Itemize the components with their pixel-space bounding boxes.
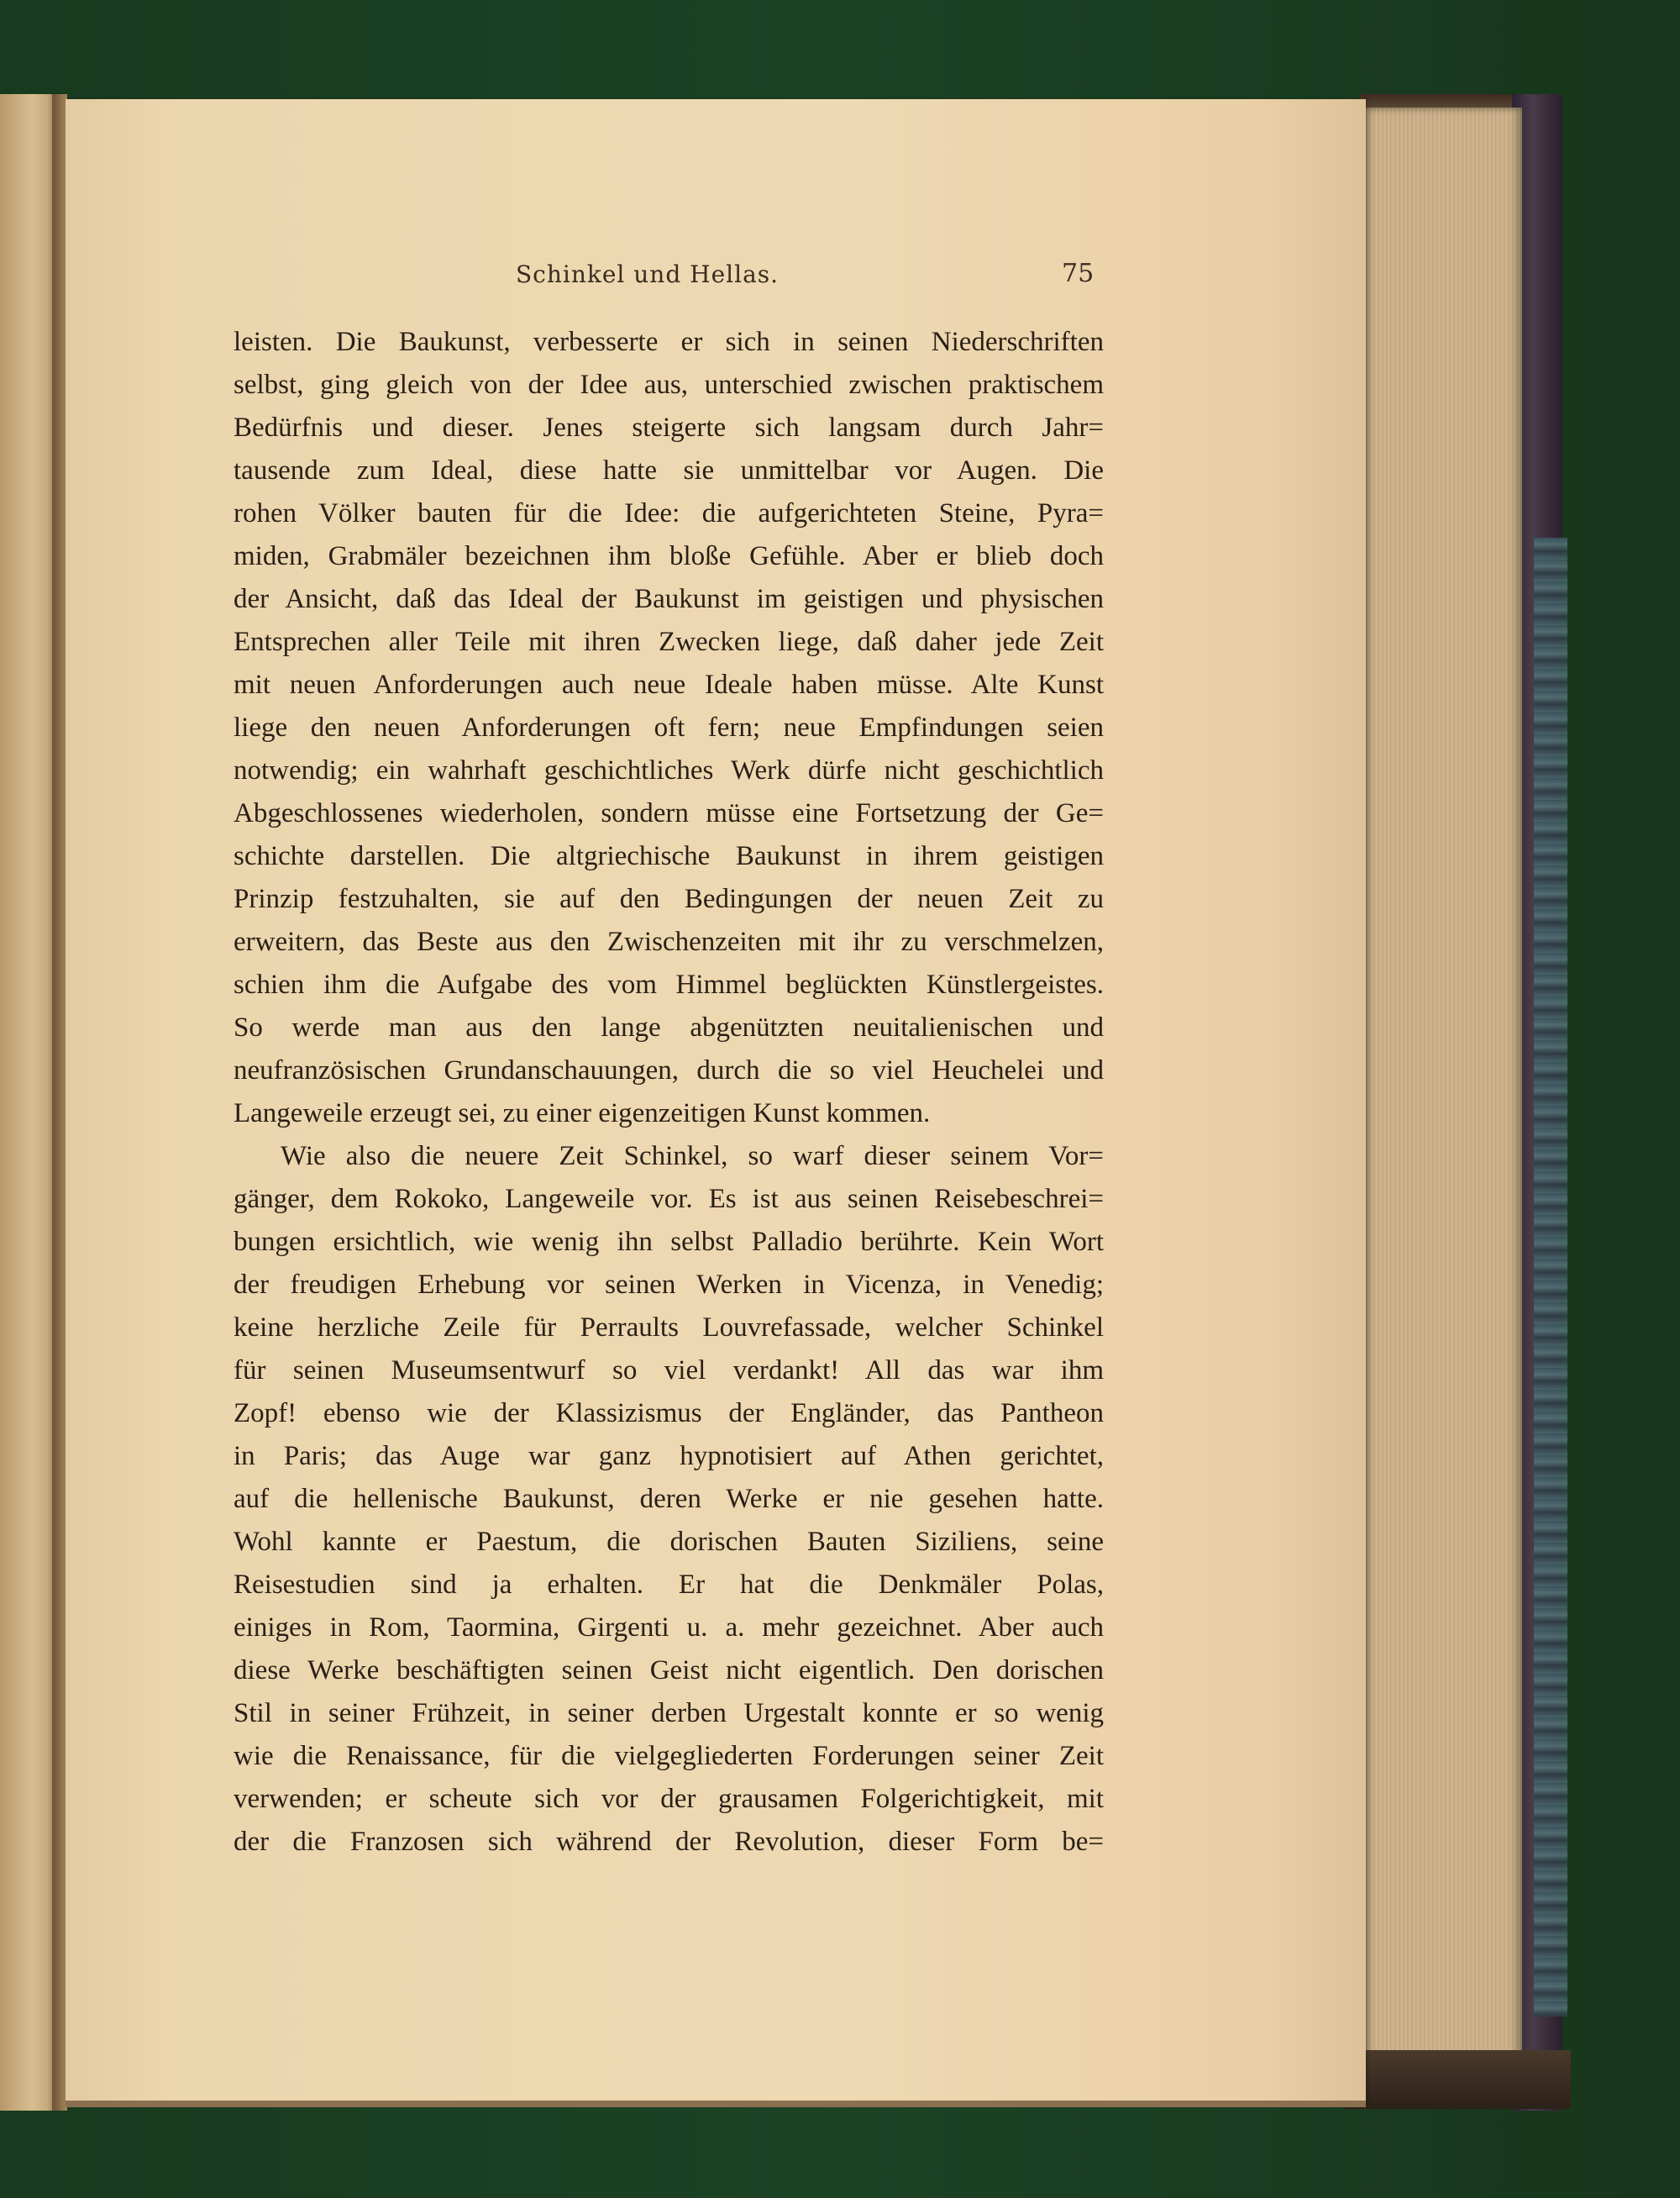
text-line: auf die hellenische Baukunst, deren Werke er nie gesehen hatte. xyxy=(234,1484,1104,1514)
text-line: in Paris; das Auge war ganz hypnotisiert auf Athen gerichtet, xyxy=(234,1441,1104,1471)
text-line: rohen Völker bauten für die Idee: die aufgerichteten Steine, Pyra= xyxy=(234,498,1104,528)
text-line: Reisestudien sind ja erhalten. Er hat die Denkmäler Polas, xyxy=(234,1570,1104,1600)
text-line: verwenden; er scheute sich vor der grausamen Folgerichtigkeit, mit xyxy=(234,1784,1104,1814)
page-bottom-edge xyxy=(66,2101,1366,2107)
text-line: keine herzliche Zeile für Perraults Louvrefassade, welcher Schinkel xyxy=(234,1312,1104,1343)
text-line: So werde man aus den lange abgenützten neuitalienischen und xyxy=(234,1012,1104,1043)
text-line: schien ihm die Aufgabe des vom Himmel beglückten Künstlergeistes. xyxy=(234,970,1104,1000)
text-line: gänger, dem Rokoko, Langeweile vor. Es ist aus seinen Reisebeschrei= xyxy=(234,1184,1104,1214)
text-line: der freudigen Erhebung vor seinen Werken in Vicenza, in Venedig; xyxy=(234,1270,1104,1300)
text-line: der Ansicht, daß das Ideal der Baukunst im geistigen und physischen xyxy=(234,584,1104,614)
text-line: Entsprechen aller Teile mit ihren Zwecken liege, daß daher jede Zeit xyxy=(234,627,1104,657)
text-line: Wie also die neuere Zeit Schinkel, so warf dieser seinem Vor= xyxy=(281,1141,1104,1171)
text-line: schichte darstellen. Die altgriechische Baukunst in ihrem geistigen xyxy=(234,841,1104,871)
book-cover-bottom xyxy=(1344,2050,1571,2109)
text-line: für seinen Museumsentwurf so viel verdankt! All das war ihm xyxy=(234,1355,1104,1386)
text-line: Langeweile erzeugt sei, zu einer eigenzeitigen Kunst kommen. xyxy=(234,1098,931,1128)
text-line: liege den neuen Anforderungen oft fern; neue Empfindungen seien xyxy=(234,713,1104,743)
cover-marbled-band xyxy=(1534,538,1567,2017)
text-line: einiges in Rom, Taormina, Girgenti u. a. mehr gezeichnet. Aber auch xyxy=(234,1612,1104,1643)
running-title: Schinkel und Hellas. xyxy=(516,260,780,288)
text-line: Prinzip festzuhalten, sie auf den Bedingungen der neuen Zeit zu xyxy=(234,884,1104,914)
text-line: Zopf! ebenso wie der Klassizismus der Engländer, das Pantheon xyxy=(234,1398,1104,1428)
text-line: Bedürfnis und dieser. Jenes steigerte sich langsam durch Jahr= xyxy=(234,413,1104,443)
text-line: Stil in seiner Frühzeit, in seiner derben Urgestalt konnte er so wenig xyxy=(234,1698,1104,1728)
body-text xyxy=(234,321,1104,1864)
text-line: neufranzösischen Grundanschauungen, durch die so viel Heuchelei und xyxy=(234,1055,1104,1086)
text-line: mit neuen Anforderungen auch neue Ideale haben müsse. Alte Kunst xyxy=(234,670,1104,700)
text-line: Abgeschlossenes wiederholen, sondern müsse eine Fortsetzung der Ge= xyxy=(234,798,1104,828)
text-line: leisten. Die Baukunst, verbesserte er sich in seinen Niederschriften xyxy=(234,327,1104,357)
previous-page-edge xyxy=(0,94,59,2111)
page-stack-edges xyxy=(1362,108,1522,2062)
text-line: erweitern, das Beste aus den Zwischenzeiten mit ihr zu verschmelzen, xyxy=(234,927,1104,957)
text-line: der die Franzosen sich während der Revolution, dieser Form be= xyxy=(234,1827,1104,1857)
text-line: tausende zum Ideal, diese hatte sie unmittelbar vor Augen. Die xyxy=(234,455,1104,486)
text-line: diese Werke beschäftigten seinen Geist nicht eigentlich. Den dorischen xyxy=(234,1655,1104,1685)
text-line: miden, Grabmäler bezeichnen ihm bloße Gefühle. Aber er blieb doch xyxy=(234,541,1104,571)
text-line: selbst, ging gleich von der Idee aus, unterschied zwischen praktischem xyxy=(234,370,1104,400)
text-line: Wohl kannte er Paestum, die dorischen Bauten Siziliens, seine xyxy=(234,1527,1104,1557)
text-line: bungen ersichtlich, wie wenig ihn selbst Palladio berührte. Kein Wort xyxy=(234,1227,1104,1257)
text-line: notwendig; ein wahrhaft geschichtliches Werk dürfe nicht geschichtlich xyxy=(234,755,1104,786)
page-number: 75 xyxy=(1062,259,1095,288)
text-line: wie die Renaissance, für die vielgegliederten Forderungen seiner Zeit xyxy=(234,1741,1104,1771)
